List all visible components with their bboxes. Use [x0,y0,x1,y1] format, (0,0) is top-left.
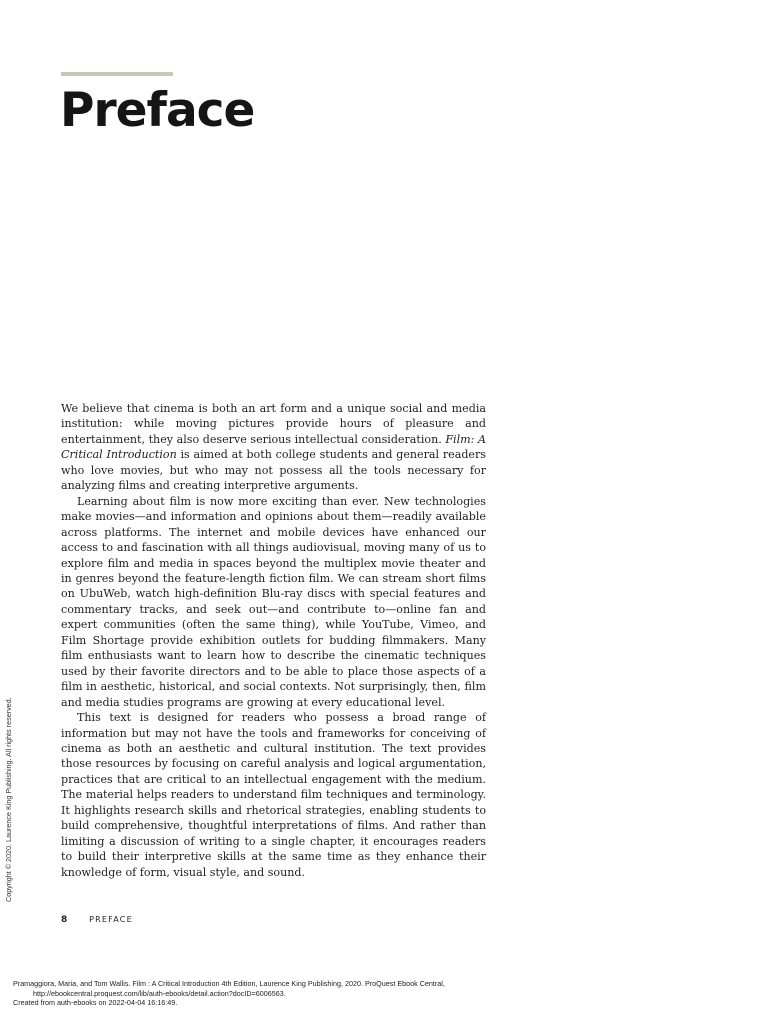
paragraph-1-text-b: is aimed at both college students and general readers who love movies, but who may not possess all the tools necessary for analyzing films and creating interpretive arguments. [61,448,486,493]
page-footer [61,915,133,925]
citation-line-3: Created from auth-ebooks on 2022-04-04 16:16:49. [13,998,178,1007]
paragraph-1-text-a: We believe that cinema is both an art form and a unique social and media institution: while moving pictures provide hours of pleasure and entertainment, they also deserve serious intellectual consideration. [61,402,486,446]
paragraph-2: Learning about film is now more exciting than ever. New technologies make movies—and information and opinions about them—readily available across platforms. The internet and mobile devices have enhanced our access to and fascination with all things audiovisual, moving many of us to explore film and media in spaces beyond the multiplex movie theater and in genres beyond the feature-length fiction film. We can stream short films on UbuWeb, watch high-definition Blu-ray discs with special features and commentary tracks, and seek out—and contribute to—online fan and expert communities (often the same thing), while YouTube, Vimeo, and Film Shortage provide exhibition outlets for budding filmmakers. Many film enthusiasts want to learn how to describe the cinematic techniques used by their favorite directors and to be able to place those aspects of a film in aesthetic, historical, and social contexts. Not surprisingly, then, film and media studies programs are growing at every educational level. [61,494,486,709]
running-head: PREFACE [89,915,133,924]
paragraph-3: This text is designed for readers who possess a broad range of information but may not have the tools and frameworks for conceiving of cinema as both an aesthetic and cultural institution. The text provides those resources by focusing on careful analysis and logical argumentation, practices that are critical to an intellectual engagement with the medium. The material helps readers to understand film techniques and terminology. It highlights research skills and rhetorical strategies, enabling students to build comprehensive, thoughtful interpretations of films. And rather than limiting a discussion of writing to a single chapter, it encourages readers to build their interpretive skills at the same time as they enhance their knowledge of form, visual style, and sound. [61,711,486,879]
book-title-italic: Film: A Critical Introduction [61,432,486,462]
source-citation [13,979,445,1008]
copyright-notice: Copyright © 2020. Laurence King Publishing. All rights reserved. [4,697,13,902]
page-title: Preface [60,83,255,138]
preface-body [61,401,486,880]
title-accent-rule [61,72,173,76]
page-number: 8 [61,915,68,925]
citation-url: http://ebookcentral.proquest.com/lib/auth-ebooks/detail.action?docID=6006563. [33,988,286,998]
paragraph-1 [61,401,486,494]
citation-line-1: Pramaggiora, Maria, and Tom Wallis. Film : A Critical Introduction 4th Edition, Laurence King Publishing, 2020. ProQuest Ebook Central, [13,979,445,988]
